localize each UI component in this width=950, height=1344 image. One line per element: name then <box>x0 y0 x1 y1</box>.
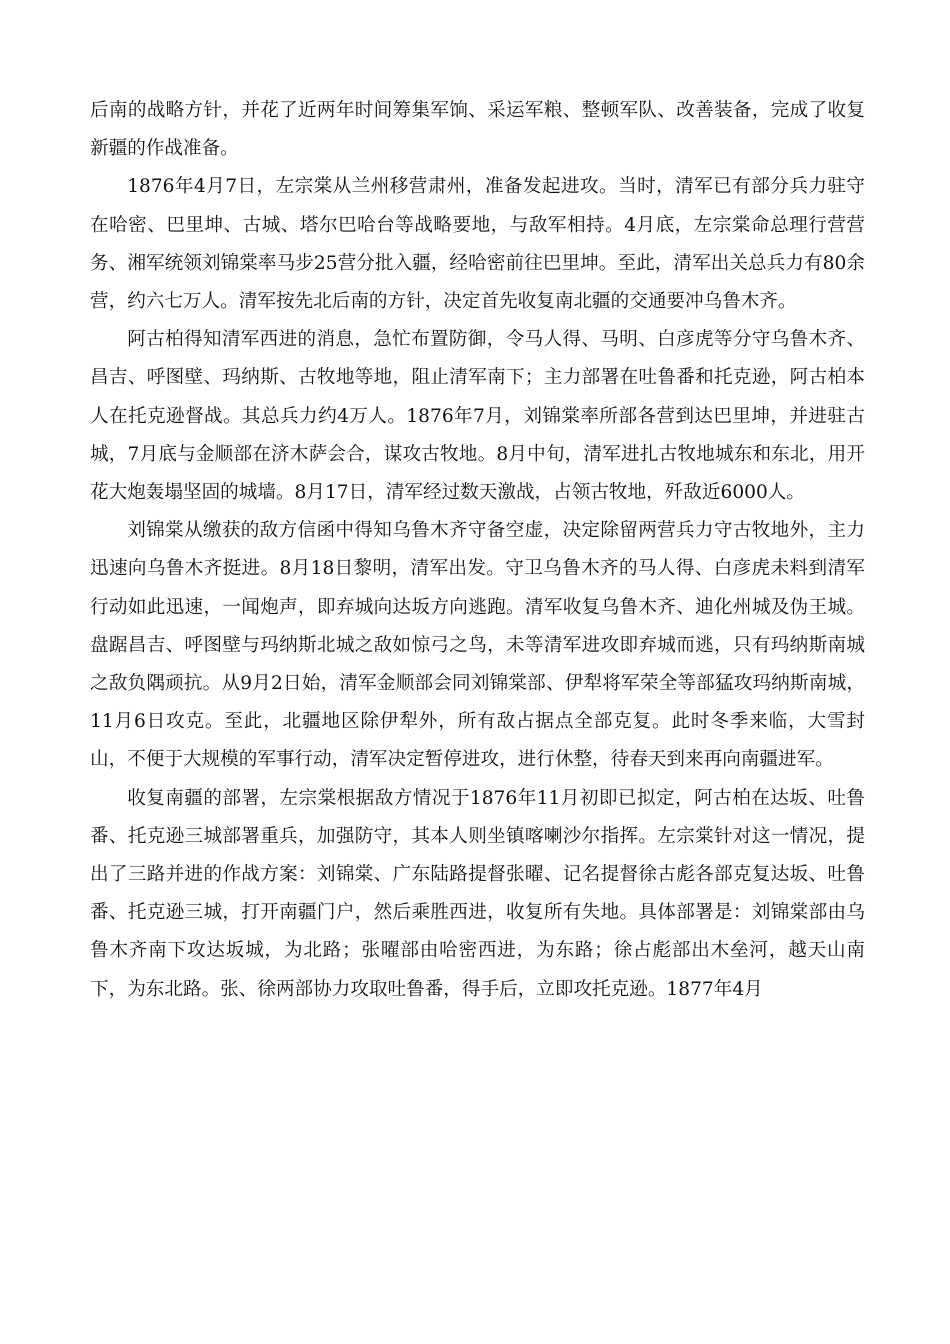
document-body <box>90 92 865 1009</box>
paragraph: 1876年4月7日，左宗棠从兰州移营肃州，准备发起进攻。当时，清军已有部分兵力驻守在哈密、巴里坤、古城、塔尔巴哈台等战略要地，与敌军相持。4月底，左宗棠命总理行营营务、湘军统领刘锦棠率马步25营分批入疆，经哈密前往巴里坤。至此，清军出关总兵力有80余营，约六七万人。清军按先北后南的方针，决定首先收复南北疆的交通要冲乌鲁木齐。 <box>90 176 865 313</box>
paragraph-continued: 后南的战略方针，并花了近两年时间筹集军饷、采运军粮、整顿军队、改善装备，完成了收复新疆的作战准备。 <box>90 100 865 160</box>
paragraph: 收复南疆的部署，左宗棠根据敌方情况于1876年11月初即已拟定，阿古柏在达坂、吐鲁番、托克逊三城部署重兵，加强防守，其本人则坐镇喀喇沙尔指挥。左宗棠针对这一情况，提出了三路并进的作战方案：刘锦棠、广东陆路提督张曜、记名提督徐古彪各部克复达坂、吐鲁番、托克逊三城，打开南疆门户，然后乘胜西进，收复所有失地。具体部署是：刘锦棠部由乌鲁木齐南下攻达坂城，为北路；张曜部由哈密西进，为东路；徐占彪部出木垒河，越天山南下，为东北路。张、徐两部协力攻取吐鲁番，得手后，立即攻托克逊。1877年4月 <box>90 787 865 1000</box>
paragraph: 阿古柏得知清军西进的消息，急忙布置防御，令马人得、马明、白彦虎等分守乌鲁木齐、昌吉、呼图壁、玛纳斯、古牧地等地，阻止清军南下；主力部署在吐鲁番和托克逊，阿古柏本人在托克逊督战。其总兵力约4万人。1876年7月，刘锦棠率所部各营到达巴里坤，并进驻古城，7月底与金顺部在济木萨会合，谋攻古牧地。8月中旬，清军进扎古牧地城东和东北，用开花大炮轰塌坚固的城墙。8月17日，清军经过数天激战，占领古牧地，歼敌近6000人。 <box>90 329 865 504</box>
paragraph: 刘锦棠从缴获的敌方信函中得知乌鲁木齐守备空虚，决定除留两营兵力守古牧地外，主力迅速向乌鲁木齐挺进。8月18日黎明，清军出发。守卫乌鲁木齐的马人得、白彦虎未料到清军行动如此迅速，一闻炮声，即弃城向达坂方向逃跑。清军收复乌鲁木齐、迪化州城及伪王城。盘踞昌吉、呼图壁与玛纳斯北城之敌如惊弓之鸟，未等清军进攻即弃城而逃，只有玛纳斯南城之敌负隅顽抗。从9月2日始，清军金顺部会同刘锦棠部、伊犁将军荣全等部猛攻玛纳斯南城，11月6日攻克。至此，北疆地区除伊犁外，所有敌占据点全部克复。此时冬季来临，大雪封山，不便于大规模的军事行动，清军决定暂停进攻，进行休整，待春天到来再向南疆进军。 <box>90 520 865 771</box>
